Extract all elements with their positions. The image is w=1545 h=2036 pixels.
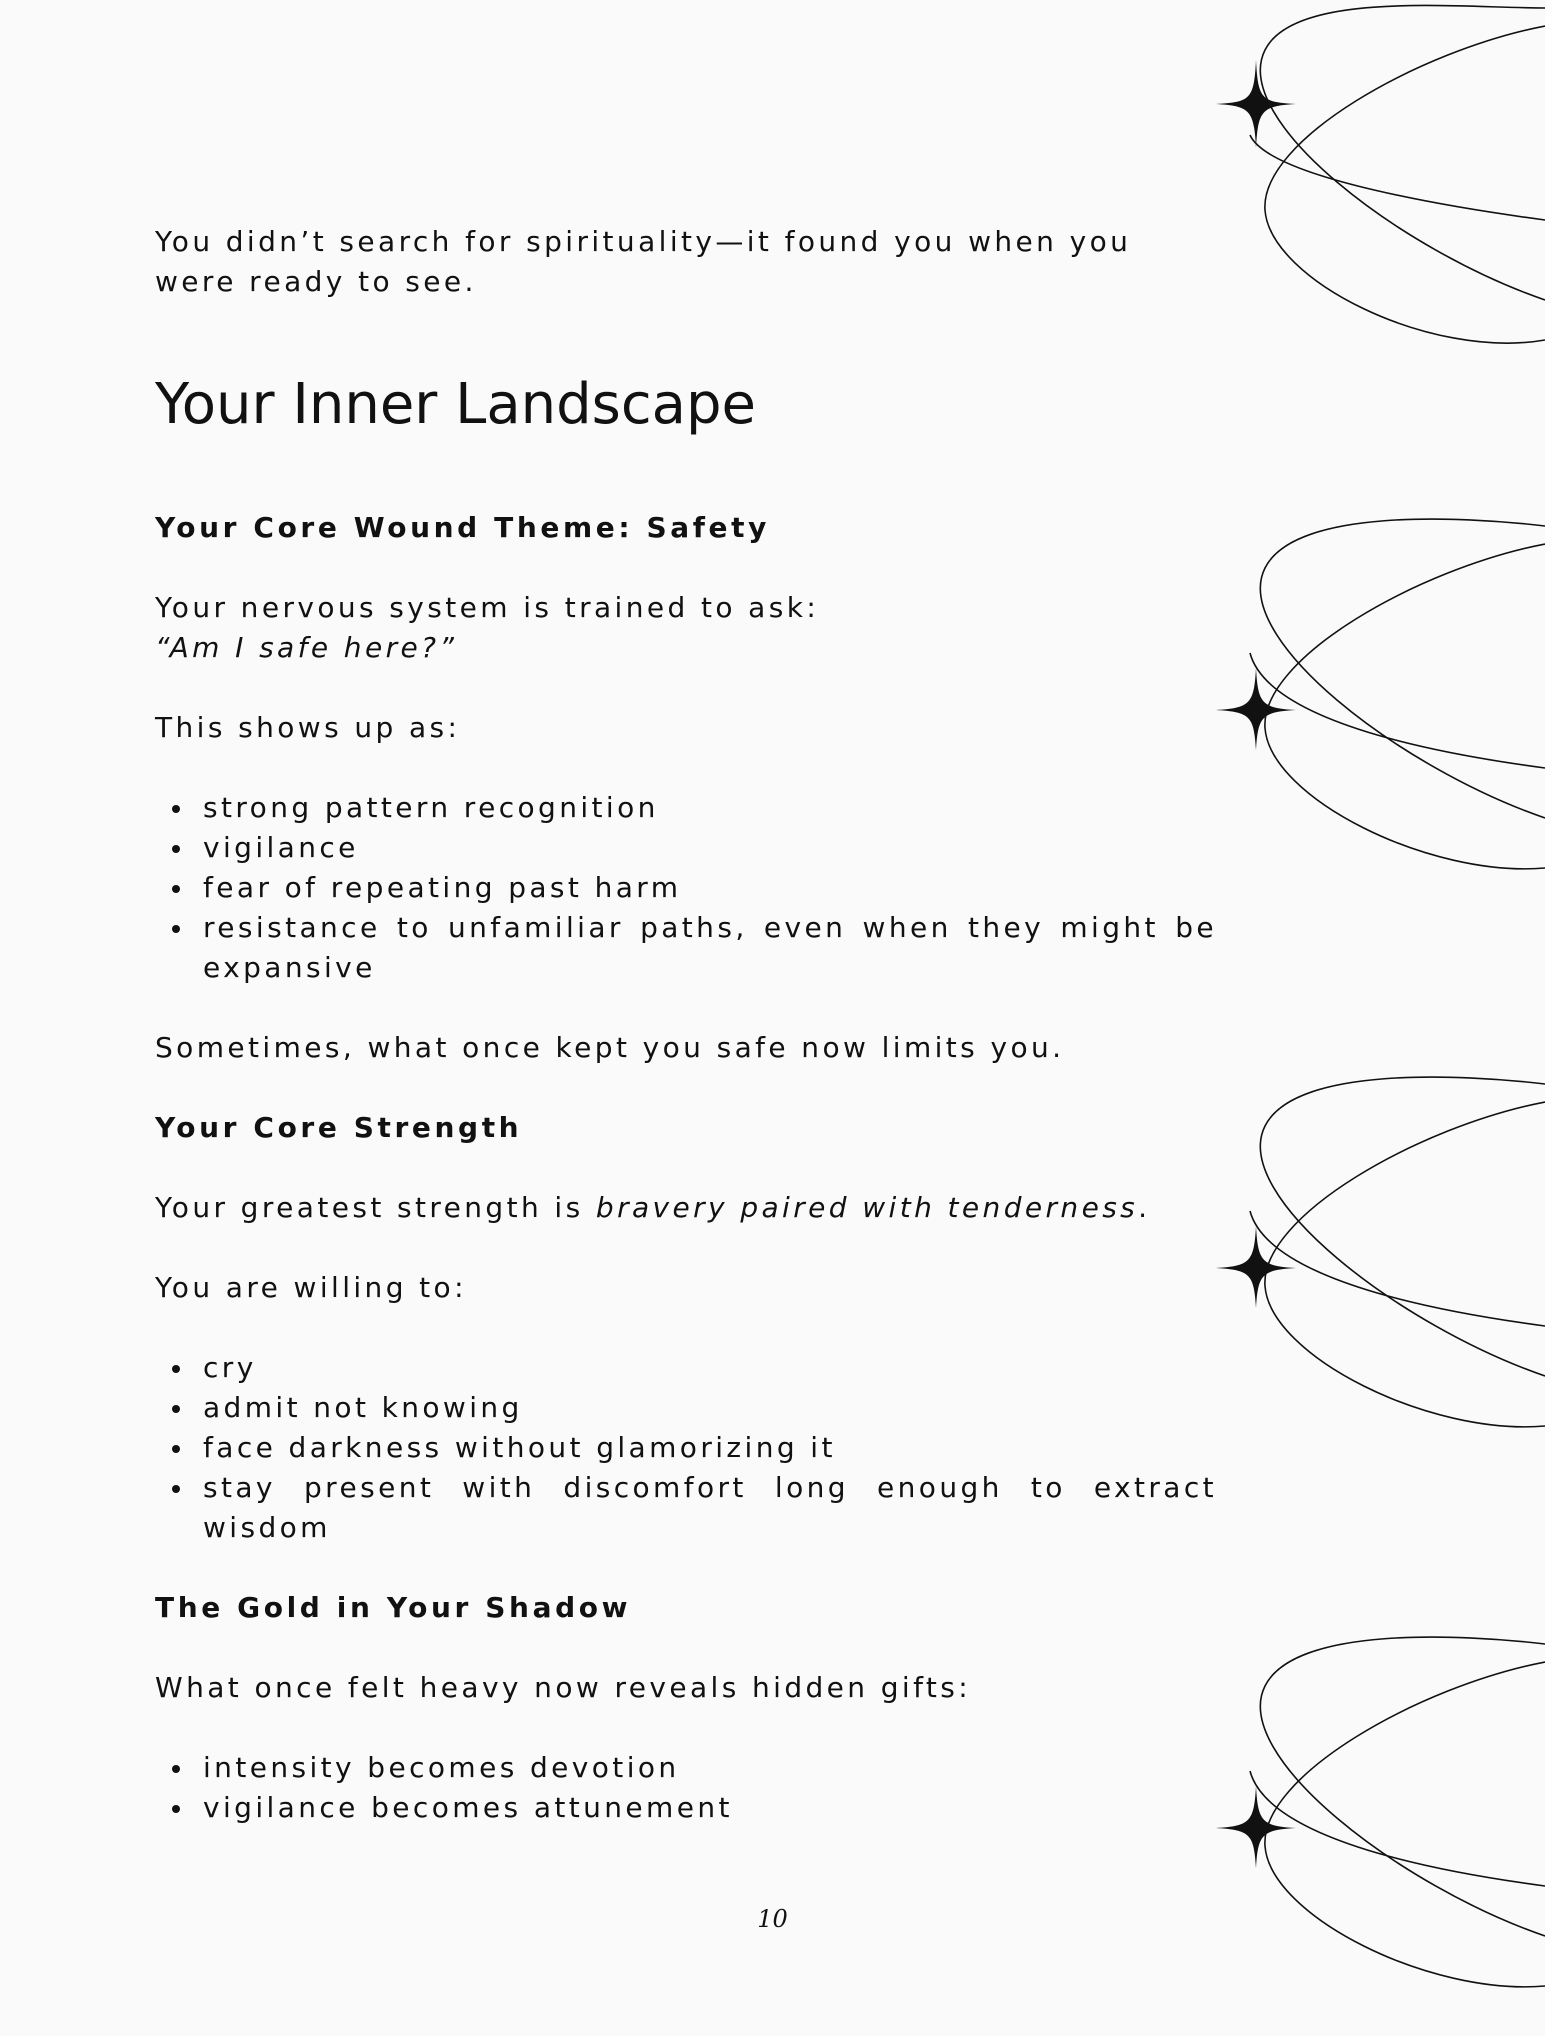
core-strength-heading: Your Core Strength: [155, 1111, 523, 1144]
shadow-heading: The Gold in Your Shadow: [155, 1591, 632, 1624]
wound-intro-line: Your nervous system is trained to ask:: [155, 591, 820, 624]
strength-line: [155, 1188, 1217, 1228]
strength-list: [155, 1348, 1217, 1548]
page-title: Your Inner Landscape: [155, 372, 756, 437]
list-item: face darkness without glamorizing it: [155, 1428, 1217, 1468]
strength-line-emphasis: bravery paired with tenderness: [595, 1191, 1139, 1224]
page-content: [155, 222, 1217, 1828]
orbit-star-decoration: [1200, 1036, 1545, 1476]
sparkle-star-icon: [1216, 60, 1296, 148]
page-number: 10: [757, 1905, 788, 1933]
list-item: strong pattern recognition: [155, 788, 1217, 828]
orbit-star-decoration: [1200, 1596, 1545, 2036]
strength-line-prefix: Your greatest strength is: [155, 1191, 596, 1224]
list-item: intensity becomes devotion: [155, 1748, 1217, 1788]
list-item: fear of repeating past harm: [155, 868, 1217, 908]
list-item: vigilance: [155, 828, 1217, 868]
wound-closing-line: Sometimes, what once kept you safe now limits you.: [155, 1031, 1065, 1064]
willing-line: You are willing to:: [155, 1271, 467, 1304]
strength-line-suffix: .: [1138, 1191, 1151, 1224]
orbit-star-decoration: [1200, 0, 1545, 360]
intro-paragraph: You didn’t search for spirituality—it found you when you were ready to see.: [155, 225, 1132, 298]
core-wound-heading: Your Core Wound Theme: Safety: [155, 511, 770, 544]
shadow-list: [155, 1748, 1217, 1828]
list-item: cry: [155, 1348, 1217, 1388]
wound-list: [155, 788, 1217, 988]
list-item: admit not knowing: [155, 1388, 1217, 1428]
orbit-star-decoration: [1200, 478, 1545, 918]
wound-question: “Am I safe here?”: [155, 631, 458, 664]
list-item: stay present with discomfort long enough to extract wisdom: [155, 1468, 1217, 1548]
list-item: resistance to unfamiliar paths, even when they might be expansive: [155, 908, 1217, 988]
shadow-line: What once felt heavy now reveals hidden gifts:: [155, 1671, 972, 1704]
shows-up-line: This shows up as:: [155, 711, 461, 744]
list-item: vigilance becomes attunement: [155, 1788, 1217, 1828]
